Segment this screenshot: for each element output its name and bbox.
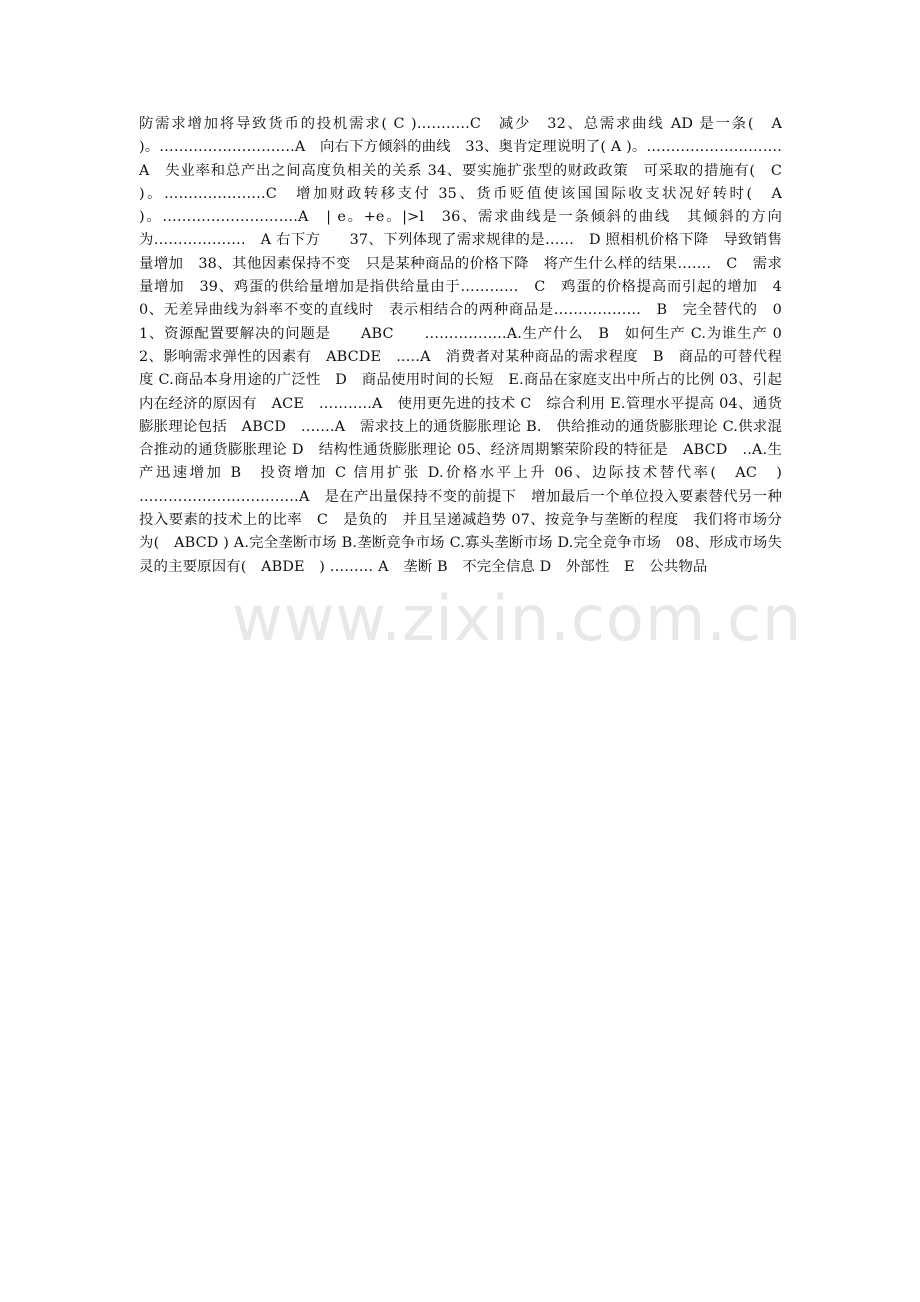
document-body-text: 防需求增加将导致货币的投机需求( C )………..C 减少 32、总需求曲线 AD 是一条( A )。……………………….A 向右下方倾斜的曲线 33、奥肯定理说明了( A )。……………………….A 失业率和总产出之间高度负相关的关系 34、要实施扩张型的财政政策 可采取的措施有( C )。…………………C 增加财政转移支付 35、货币贬值使该国国际收支状况好转时( A )。……………………….A | e。+e。|>l 36、需求曲线是一条倾斜的曲线 其倾斜的方向为………………. A 右下方 37、下列体现了需求规律的是…… D 照相机价格下降 导致销售量增加 38、其他因素保持不变 只是某种商品的价格下降 将产生什么样的结果……. C 需求量增加 39、鸡蛋的供给量增加是指供给量由于………… C 鸡蛋的价格提高而引起的增加 40、无差异曲线为斜率不变的直线时 表示相结合的两种商品是……………… B 完全替代的 01、资源配置要解决的问题是 ABC ……………..A.生产什么 B 如何生产 C.为谁生产 02、影响需求弹性的因素有 ABCDE ..…A 消费者对某种商品的需求程度 B 商品的可替代程度 C.商品本身用途的广泛性 D 商品使用时间的长短 E.商品在家庭支出中所占的比例 03、引起内在经济的原因有 ACE ………..A 使用更先进的技术 C 综合利用 E.管理水平提高 04、通货膨胀理论包括 ABCD …….A 需求技上的通货膨胀理论 B. 供给推动的通货膨胀理论 C.供求混合推动的通货膨胀理论 D 结构性通货膨胀理论 05、经济周期繁荣阶段的特征是 ABCD ..A.生产迅速增加 B 投资增加 C 信用扩张 D.价格水平上升 06、边际技术替代率( AC ) ……………………………A 是在产出量保持不变的前提下 增加最后一个单位投入要素替代另一种投入要素的技术上的比率 C 是负的 并且呈递减趋势 07、按竞争与垄断的程度 我们将市场分为( ABCD ) A.完全垄断市场 B.垄断竞争市场 C.寡头垄断市场 D.完全竞争市场 08、形成市场失灵的主要原因有( ABDE ) ……… A 垄断 B 不完全信息 D 外部性 E 公共物品 [139, 116, 797, 575]
watermark: www.zixin.com.cn [232, 582, 803, 655]
